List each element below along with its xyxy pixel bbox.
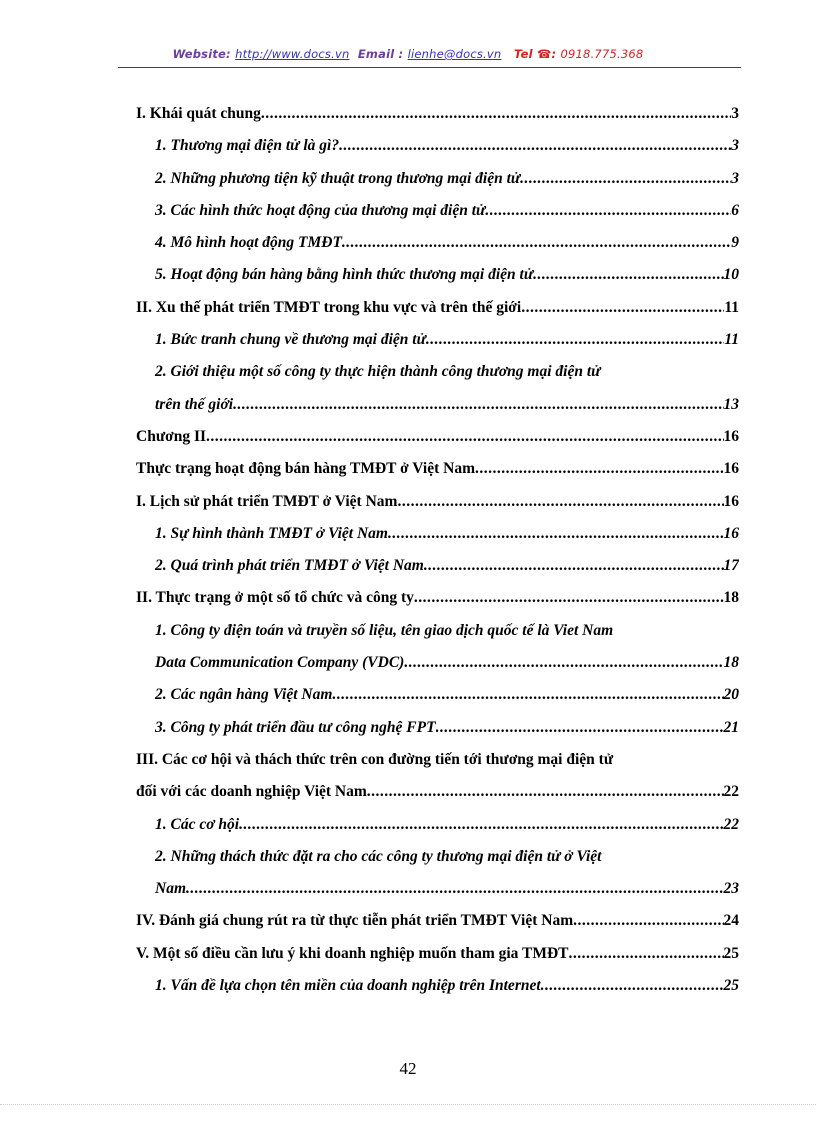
toc-dot-leader bbox=[414, 582, 724, 614]
toc-page-number: 25 bbox=[723, 944, 739, 962]
toc-dot-leader bbox=[569, 938, 724, 970]
toc-page-number: 24 bbox=[723, 912, 739, 930]
toc-page-number: 11 bbox=[724, 331, 739, 349]
email-link[interactable]: lienhe@docs.vn bbox=[407, 47, 502, 61]
toc-entry[interactable] bbox=[136, 324, 739, 356]
toc-dot-leader bbox=[206, 421, 723, 453]
tel-value: 0918.775.368 bbox=[560, 47, 644, 61]
toc-dot-leader bbox=[233, 389, 723, 421]
toc-entry-title: 1. Công ty điện toán và truyền số liệu, tên giao dịch quốc tế là Viet Nam bbox=[155, 621, 614, 639]
toc-page-number: 16 bbox=[723, 524, 739, 542]
toc-entry-title: Chương II bbox=[136, 427, 207, 445]
toc-entry[interactable] bbox=[136, 679, 739, 711]
toc-entry-title: IV. Đánh giá chung rút ra từ thực tiễn phát triển TMĐT Việt Nam bbox=[136, 912, 574, 930]
toc-dot-leader bbox=[426, 324, 724, 356]
toc-entry-title: 2. Giới thiệu một số công ty thực hiện thành công thương mại điện tử bbox=[155, 363, 601, 381]
toc-page-number: 9 bbox=[731, 234, 739, 252]
toc-entry[interactable] bbox=[136, 130, 739, 162]
toc-dot-leader bbox=[332, 679, 723, 711]
toc-entry[interactable] bbox=[136, 905, 739, 937]
website-label: Website: bbox=[172, 47, 231, 61]
toc-dot-leader bbox=[424, 550, 724, 582]
toc-entry-title: 2. Quá trình phát triển TMĐT ở Việt Nam bbox=[155, 557, 424, 575]
toc-entry-title: I. Khái quát chung bbox=[136, 105, 261, 122]
toc-entry-title: I. Lịch sử phát triển TMĐT ở Việt Nam bbox=[136, 492, 398, 510]
toc-entry-title: II. Xu thế phát triển TMĐT trong khu vực và trên thế giới bbox=[136, 298, 522, 316]
toc-entry[interactable] bbox=[136, 163, 739, 195]
toc-entry[interactable] bbox=[136, 582, 739, 614]
toc-page-number: 22 bbox=[723, 815, 739, 833]
toc-entry[interactable] bbox=[136, 486, 739, 518]
toc-page-number: 16 bbox=[723, 427, 739, 445]
toc-entry-title: III. Các cơ hội và thách thức trên con đường tiến tới thương mại điện tử bbox=[136, 750, 614, 768]
toc-entry-title: đối với các doanh nghiệp Việt Nam bbox=[136, 783, 367, 801]
toc-entry[interactable] bbox=[136, 938, 739, 970]
toc-dot-leader bbox=[261, 98, 731, 130]
toc-page-number: 18 bbox=[723, 589, 739, 607]
toc-dot-leader bbox=[397, 486, 723, 518]
toc-entry[interactable] bbox=[136, 292, 739, 324]
toc-entry[interactable] bbox=[136, 227, 739, 259]
page-bottom-rule bbox=[0, 1104, 816, 1105]
toc-entry[interactable] bbox=[136, 744, 739, 776]
toc-entry-title: trên thế giới bbox=[155, 395, 234, 413]
toc-entry[interactable] bbox=[136, 776, 739, 808]
toc-page-number: 6 bbox=[731, 201, 739, 219]
toc-entry[interactable] bbox=[136, 195, 739, 227]
toc-entry[interactable] bbox=[136, 453, 739, 485]
toc-dot-leader bbox=[520, 163, 731, 195]
toc-dot-leader bbox=[367, 776, 724, 808]
header-divider bbox=[118, 67, 741, 68]
toc-entry-title: 1. Vấn đề lựa chọn tên miền của doanh nghiệp trên Internet bbox=[155, 977, 541, 995]
email-label: Email : bbox=[357, 47, 404, 61]
page-number: 42 bbox=[399, 1059, 417, 1078]
toc-entry[interactable] bbox=[136, 550, 739, 582]
toc-page-number: 25 bbox=[723, 977, 739, 995]
toc-dot-leader bbox=[475, 453, 724, 485]
toc-page-number: 17 bbox=[723, 557, 739, 575]
toc-entry[interactable] bbox=[136, 615, 739, 647]
toc-dot-leader bbox=[186, 873, 724, 905]
website-link[interactable]: http://www.docs.vn bbox=[235, 47, 350, 61]
toc-entry[interactable] bbox=[136, 259, 739, 291]
toc-page-number: 3 bbox=[731, 137, 739, 155]
toc-entry-title: 2. Những phương tiện kỹ thuật trong thương mại điện tử bbox=[155, 169, 521, 187]
toc-dot-leader bbox=[436, 712, 724, 744]
toc-entry[interactable] bbox=[136, 389, 739, 421]
toc-entry-title: II. Thực trạng ở một số tổ chức và công ty bbox=[136, 589, 414, 607]
toc-page-number: 21 bbox=[723, 718, 739, 736]
toc-page-number: 16 bbox=[723, 492, 739, 510]
toc-page-number: 10 bbox=[723, 266, 739, 284]
toc-entry-title: Nam bbox=[155, 880, 186, 898]
toc-entry[interactable] bbox=[136, 970, 739, 1002]
toc-page-number: 3 bbox=[731, 105, 739, 122]
toc-entry[interactable] bbox=[136, 873, 739, 905]
toc-page-number: 16 bbox=[723, 460, 739, 478]
toc-entry-title: 2. Các ngân hàng Việt Nam bbox=[155, 686, 333, 704]
toc-entry-title: V. Một số điều cần lưu ý khi doanh nghiệp muốn tham gia TMĐT bbox=[136, 944, 569, 962]
toc-entry[interactable] bbox=[136, 356, 739, 388]
toc-entry[interactable] bbox=[136, 421, 739, 453]
toc-page-number: 3 bbox=[731, 169, 739, 187]
toc-entry-title: 1. Sự hình thành TMĐT ở Việt Nam bbox=[155, 524, 388, 542]
toc-entry[interactable] bbox=[136, 98, 739, 130]
toc-dot-leader bbox=[573, 905, 723, 937]
toc-entry-title: 1. Bức tranh chung về thương mại điện tử bbox=[155, 331, 426, 349]
toc-dot-leader bbox=[521, 292, 724, 324]
toc-dot-leader bbox=[533, 259, 723, 291]
toc-dot-leader bbox=[339, 130, 731, 162]
toc-entry[interactable] bbox=[136, 841, 739, 873]
toc-entry[interactable] bbox=[136, 809, 739, 841]
toc-dot-leader bbox=[388, 518, 724, 550]
toc-dot-leader bbox=[541, 970, 724, 1002]
tel-label: Tel ☎: bbox=[514, 47, 557, 61]
table-of-contents bbox=[136, 98, 739, 1002]
toc-entry-title: 2. Những thách thức đặt ra cho các công ty thương mại điện tử ở Việt bbox=[155, 847, 602, 865]
toc-entry-title: 1. Các cơ hội bbox=[155, 815, 240, 833]
toc-page-number: 20 bbox=[723, 686, 739, 704]
toc-page-number: 23 bbox=[723, 880, 739, 898]
toc-dot-leader bbox=[239, 809, 723, 841]
toc-page-number: 18 bbox=[723, 654, 739, 672]
toc-entry-title: 1. Thương mại điện tử là gì? bbox=[155, 137, 340, 155]
toc-dot-leader bbox=[404, 647, 723, 679]
toc-entry-title: 4. Mô hình hoạt động TMĐT bbox=[155, 234, 342, 252]
toc-page-number: 13 bbox=[723, 395, 739, 413]
toc-entry-title: Thực trạng hoạt động bán hàng TMĐT ở Việt Nam bbox=[136, 460, 475, 478]
toc-entry-title: 3. Các hình thức hoạt động của thương mại điện tử bbox=[155, 201, 486, 219]
toc-page-number: 11 bbox=[724, 298, 739, 316]
toc-entry-title: Data Communication Company (VDC) bbox=[155, 654, 405, 672]
toc-entry-title: 5. Hoạt động bán hàng bằng hình thức thương mại điện tử bbox=[155, 266, 534, 284]
toc-dot-leader bbox=[485, 195, 731, 227]
toc-dot-leader bbox=[342, 227, 731, 259]
toc-entry[interactable] bbox=[136, 712, 739, 744]
toc-entry[interactable] bbox=[136, 647, 739, 679]
page-header bbox=[0, 47, 816, 61]
toc-page-number: 22 bbox=[723, 783, 739, 801]
toc-entry[interactable] bbox=[136, 518, 739, 550]
toc-entry-title: 3. Công ty phát triển đầu tư công nghệ FPT bbox=[155, 718, 436, 736]
